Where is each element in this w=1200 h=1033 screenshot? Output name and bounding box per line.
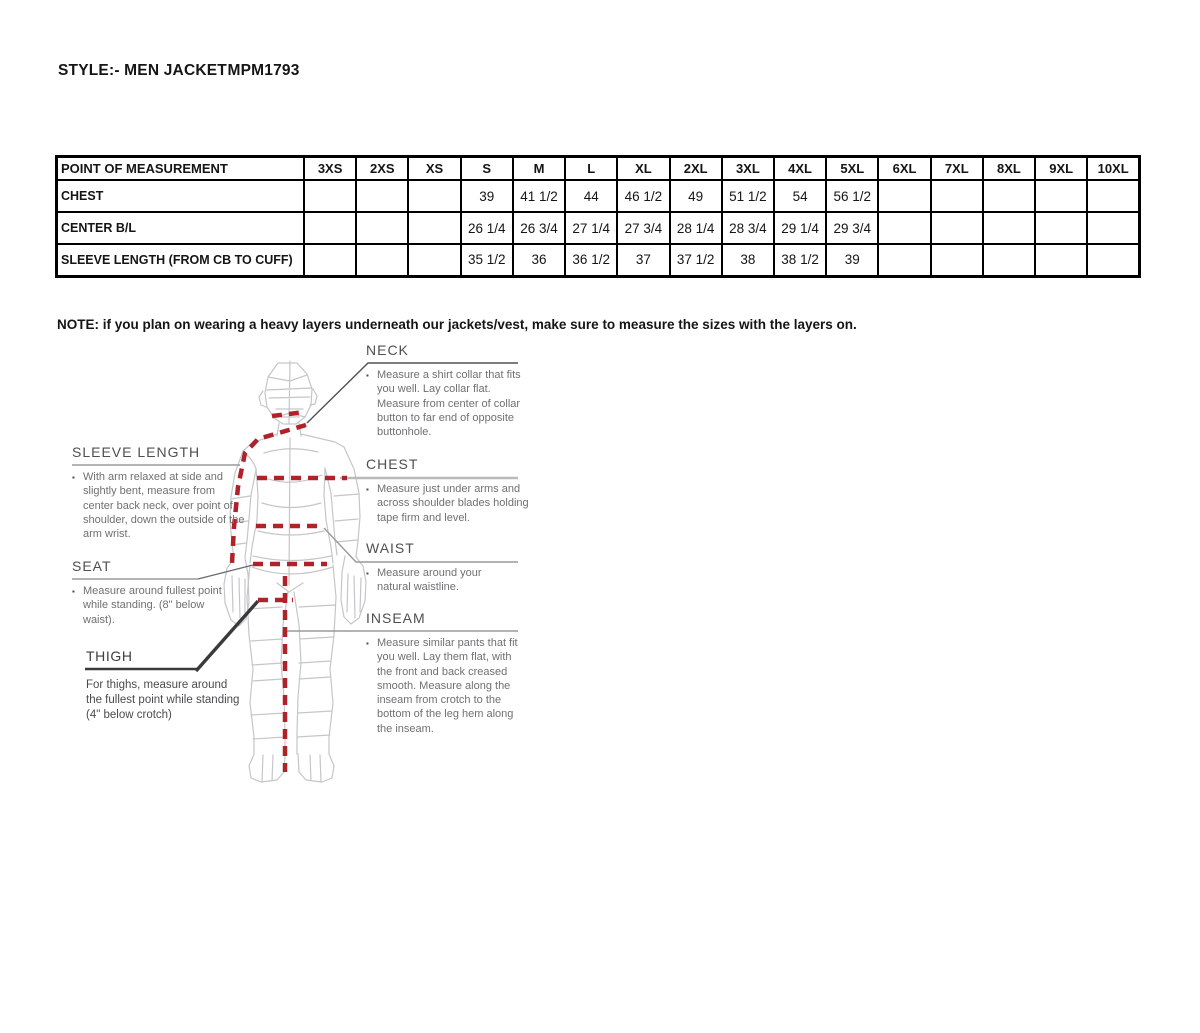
guide-description <box>72 584 234 627</box>
bullet-square-icon: ▪ <box>366 639 369 648</box>
guide-section-thigh <box>86 649 246 723</box>
guide-heading: SLEEVE LENGTH <box>72 444 201 460</box>
measurement-row-label: CENTER B/L <box>57 212 305 244</box>
measurement-cell: 28 1/4 <box>670 212 722 244</box>
measurement-cell: 36 <box>513 244 565 276</box>
size-column-header: L <box>565 157 617 181</box>
size-column-header: S <box>461 157 513 181</box>
measurement-row-label: SLEEVE LENGTH (FROM CB TO CUFF) <box>57 244 305 276</box>
measurement-cell <box>983 180 1035 212</box>
measurement-cell <box>1035 244 1087 276</box>
size-column-header: 8XL <box>983 157 1035 181</box>
guide-section-neck <box>366 343 524 439</box>
size-column-header: 10XL <box>1087 157 1139 181</box>
measurement-cell <box>356 212 408 244</box>
measurement-cell <box>1087 212 1139 244</box>
measurement-cell: 54 <box>774 180 826 212</box>
measurement-cell: 37 1/2 <box>670 244 722 276</box>
measurement-cell: 49 <box>670 180 722 212</box>
guide-section-waist <box>366 541 518 595</box>
size-column-header: 9XL <box>1035 157 1087 181</box>
guide-description-text: Measure around fullest point while standing. (8" below waist). <box>83 585 222 626</box>
measurement-cell <box>878 244 930 276</box>
measurement-cell: 39 <box>826 244 878 276</box>
size-column-header: XL <box>617 157 669 181</box>
measurement-cell <box>408 244 460 276</box>
bullet-square-icon: ▪ <box>72 587 75 596</box>
measurement-cell <box>878 212 930 244</box>
note-text: NOTE: if you plan on wearing a heavy layers underneath our jackets/vest, make sure to measure the sizes with the layers on. <box>57 316 857 332</box>
measurement-cell <box>1035 212 1087 244</box>
guide-heading: CHEST <box>366 456 419 472</box>
guide-description <box>86 678 246 723</box>
mannequin-legs <box>247 565 336 754</box>
guide-section-inseam <box>366 611 528 736</box>
measurement-cell <box>983 212 1035 244</box>
mannequin-head <box>259 361 317 424</box>
measurement-cell: 29 3/4 <box>826 212 878 244</box>
size-column-header: XS <box>408 157 460 181</box>
measurement-cell <box>408 180 460 212</box>
measurement-cell <box>408 212 460 244</box>
table-header-row <box>57 157 1140 181</box>
table-row <box>57 180 1140 212</box>
measurement-guide-diagram <box>0 335 1200 805</box>
size-column-header: 3XS <box>304 157 356 181</box>
measurement-cell: 26 1/4 <box>461 212 513 244</box>
guide-description <box>72 470 248 541</box>
measurement-cell <box>304 244 356 276</box>
measurement-cell <box>878 180 930 212</box>
style-label: STYLE:- MEN JACKET <box>58 62 227 79</box>
size-column-header: 7XL <box>931 157 983 181</box>
measurement-cell: 27 1/4 <box>565 212 617 244</box>
bullet-square-icon: ▪ <box>72 473 75 482</box>
size-table <box>55 155 1141 278</box>
guide-heading: INSEAM <box>366 610 426 626</box>
size-column-header: 2XS <box>356 157 408 181</box>
size-column-header: 2XL <box>670 157 722 181</box>
document-title <box>58 62 300 80</box>
measurement-cell <box>983 244 1035 276</box>
guide-description <box>366 482 536 525</box>
guide-heading: NECK <box>366 342 409 358</box>
measurement-cell <box>1087 180 1139 212</box>
measurement-row-label: CHEST <box>57 180 305 212</box>
measurement-cell <box>1035 180 1087 212</box>
mannequin-torso <box>243 423 344 592</box>
mannequin-feet <box>249 754 334 782</box>
measurement-column-header: POINT OF MEASUREMENT <box>57 157 305 181</box>
size-column-header: 6XL <box>878 157 930 181</box>
measurement-cell <box>356 244 408 276</box>
measurement-cell: 35 1/2 <box>461 244 513 276</box>
guide-heading: THIGH <box>86 648 133 664</box>
measurement-cell: 41 1/2 <box>513 180 565 212</box>
measurement-cell: 56 1/2 <box>826 180 878 212</box>
measurement-cell: 36 1/2 <box>565 244 617 276</box>
guide-heading: SEAT <box>72 558 112 574</box>
measurement-cell <box>1087 244 1139 276</box>
measurement-cell: 37 <box>617 244 669 276</box>
guide-section-seat <box>72 559 234 627</box>
measurement-cell: 27 3/4 <box>617 212 669 244</box>
measurement-cell: 38 1/2 <box>774 244 826 276</box>
table-row <box>57 244 1140 276</box>
measurement-cell: 28 3/4 <box>722 212 774 244</box>
measurement-cell: 39 <box>461 180 513 212</box>
bullet-square-icon: ▪ <box>366 569 369 578</box>
guide-description <box>366 368 524 439</box>
measurement-cell: 51 1/2 <box>722 180 774 212</box>
measurement-cell <box>304 212 356 244</box>
guide-description <box>366 636 528 736</box>
guide-section-chest <box>366 457 536 525</box>
size-column-header: 4XL <box>774 157 826 181</box>
measurement-cell <box>931 244 983 276</box>
measurement-cell: 44 <box>565 180 617 212</box>
size-column-header: M <box>513 157 565 181</box>
measurement-cell <box>356 180 408 212</box>
guide-section-sleeve-length <box>72 445 248 541</box>
bullet-square-icon: ▪ <box>366 485 369 494</box>
guide-description-text: For thighs, measure around the fullest point while standing (4" below crotch) <box>86 679 240 721</box>
measurement-cell: 46 1/2 <box>617 180 669 212</box>
bullet-square-icon: ▪ <box>366 371 369 380</box>
guide-description-text: With arm relaxed at side and slightly bent, measure from center back neck, over point of shoulder, down the outside of the arm wrist. <box>83 471 245 541</box>
size-column-header: 5XL <box>826 157 878 181</box>
style-code: MPM1793 <box>227 62 300 79</box>
measurement-cell: 29 1/4 <box>774 212 826 244</box>
size-column-header: 3XL <box>722 157 774 181</box>
guide-description-text: Measure around your natural waistline. <box>377 567 482 594</box>
measurement-cell <box>304 180 356 212</box>
guide-description-text: Measure just under arms and across shoulder blades holding tape firm and level. <box>377 483 529 524</box>
measurement-cell: 38 <box>722 244 774 276</box>
guide-heading: WAIST <box>366 540 415 556</box>
guide-description <box>366 566 518 595</box>
table-row <box>57 212 1140 244</box>
guide-description-text: Measure a shirt collar that fits you well. Lay collar flat. Measure from center of collar button to far end of opposite buttonhole. <box>377 369 521 439</box>
guide-description-text: Measure similar pants that fit you well. Lay them flat, with the front and back creased smooth. Measure along the inseam from crotch to the bottom of the leg hem along the inseam. <box>377 637 518 735</box>
measurement-cell: 26 3/4 <box>513 212 565 244</box>
measurement-cell <box>931 180 983 212</box>
measurement-cell <box>931 212 983 244</box>
